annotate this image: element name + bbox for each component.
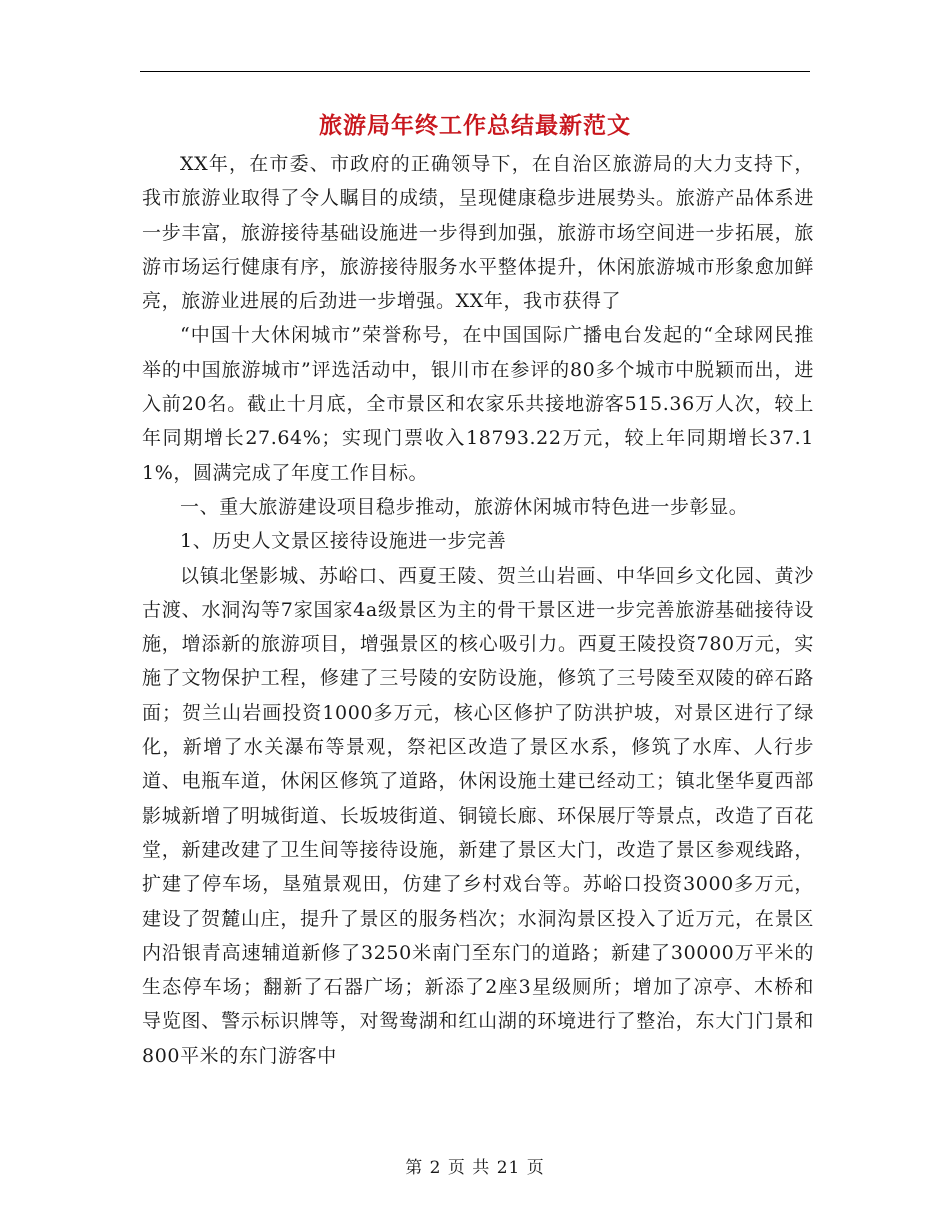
page-label-mid: 页 共: [447, 1158, 491, 1178]
paragraph: XX年，在市委、市政府的正确领导下，在自治区旅游局的大力支持下，我市旅游业取得了令人瞩目的成绩，呈现健康稳步进展势头。旅游产品体系进一步丰富，旅游接待基础设施进一步得到加强，旅游市场空间进一步拓展，旅游市场运行健康有序，旅游接待服务水平整体提升，休闲旅游城市形象愈加鲜亮，旅游业进展的后劲进一步增强。XX年，我市获得了: [142, 153, 814, 313]
page-total: 21: [496, 1158, 521, 1178]
header-rule: [140, 71, 810, 72]
page-footer: [0, 1153, 950, 1178]
page-label-suffix: 页: [526, 1158, 545, 1178]
section-heading: 一、重大旅游建设项目稳步推动，旅游休闲城市特色进一步彰显。: [180, 495, 749, 518]
page-label-prefix: 第: [405, 1158, 424, 1178]
page-current: 2: [429, 1158, 442, 1178]
document-body: [142, 147, 814, 1073]
paragraph: 以镇北堡影城、苏峪口、西夏王陵、贺兰山岩画、中华回乡文化园、黄沙古渡、水洞沟等7家国家4a级景区为主的骨干景区进一步完善旅游基础接待设施，增添新的旅游项目，增强景区的核心吸引力。西夏王陵投资780万元，实施了文物保护工程，修建了三号陵的安防设施，修筑了三号陵至双陵的碎石路面；贺兰山岩画投资1000多万元，核心区修护了防洪护坡，对景区进行了绿化，新增了水关瀑布等景观，祭祀区改造了景区水系，修筑了水库、人行步道、电瓶车道，休闲区修筑了道路，休闲设施土建已经动工；镇北堡华夏西部影城新增了明城街道、长坂坡街道、铜镜长廊、环保展厅等景点，改造了百花堂，新建改建了卫生间等接待设施，新建了景区大门，改造了景区参观线路，扩建了停车场，垦殖景观田，仿建了乡村戏台等。苏峪口投资3000多万元，建设了贺麓山庄，提升了景区的服务档次；水洞沟景区投入了近万元，在景区内沿银青高速辅道新修了3250米南门至东门的道路；新建了30000万平米的生态停车场；翻新了石器广场；新添了2座3星级厕所；增加了凉亭、木桥和导览图、警示标识牌等，对鸳鸯湖和红山湖的环境进行了整治，东大门门景和800平米的东门游客中: [142, 564, 814, 1067]
paragraph: “中国十大休闲城市”荣誉称号，在中国国际广播电台发起的“全球网民推举的中国旅游城市”评选活动中，银川市在参评的80多个城市中脱颖而出，进入前20名。截止十月底，全市景区和农家乐共接地游客515.36万人次，较上年同期增长27.64%；实现门票收入18793.22万元，较上年同期增长37.11%，圆满完成了年度工作目标。: [142, 324, 814, 484]
document-title: 旅游局年终工作总结最新范文: [319, 112, 631, 139]
subsection-heading: 1、历史人文景区接待设施进一步完善: [180, 530, 507, 553]
